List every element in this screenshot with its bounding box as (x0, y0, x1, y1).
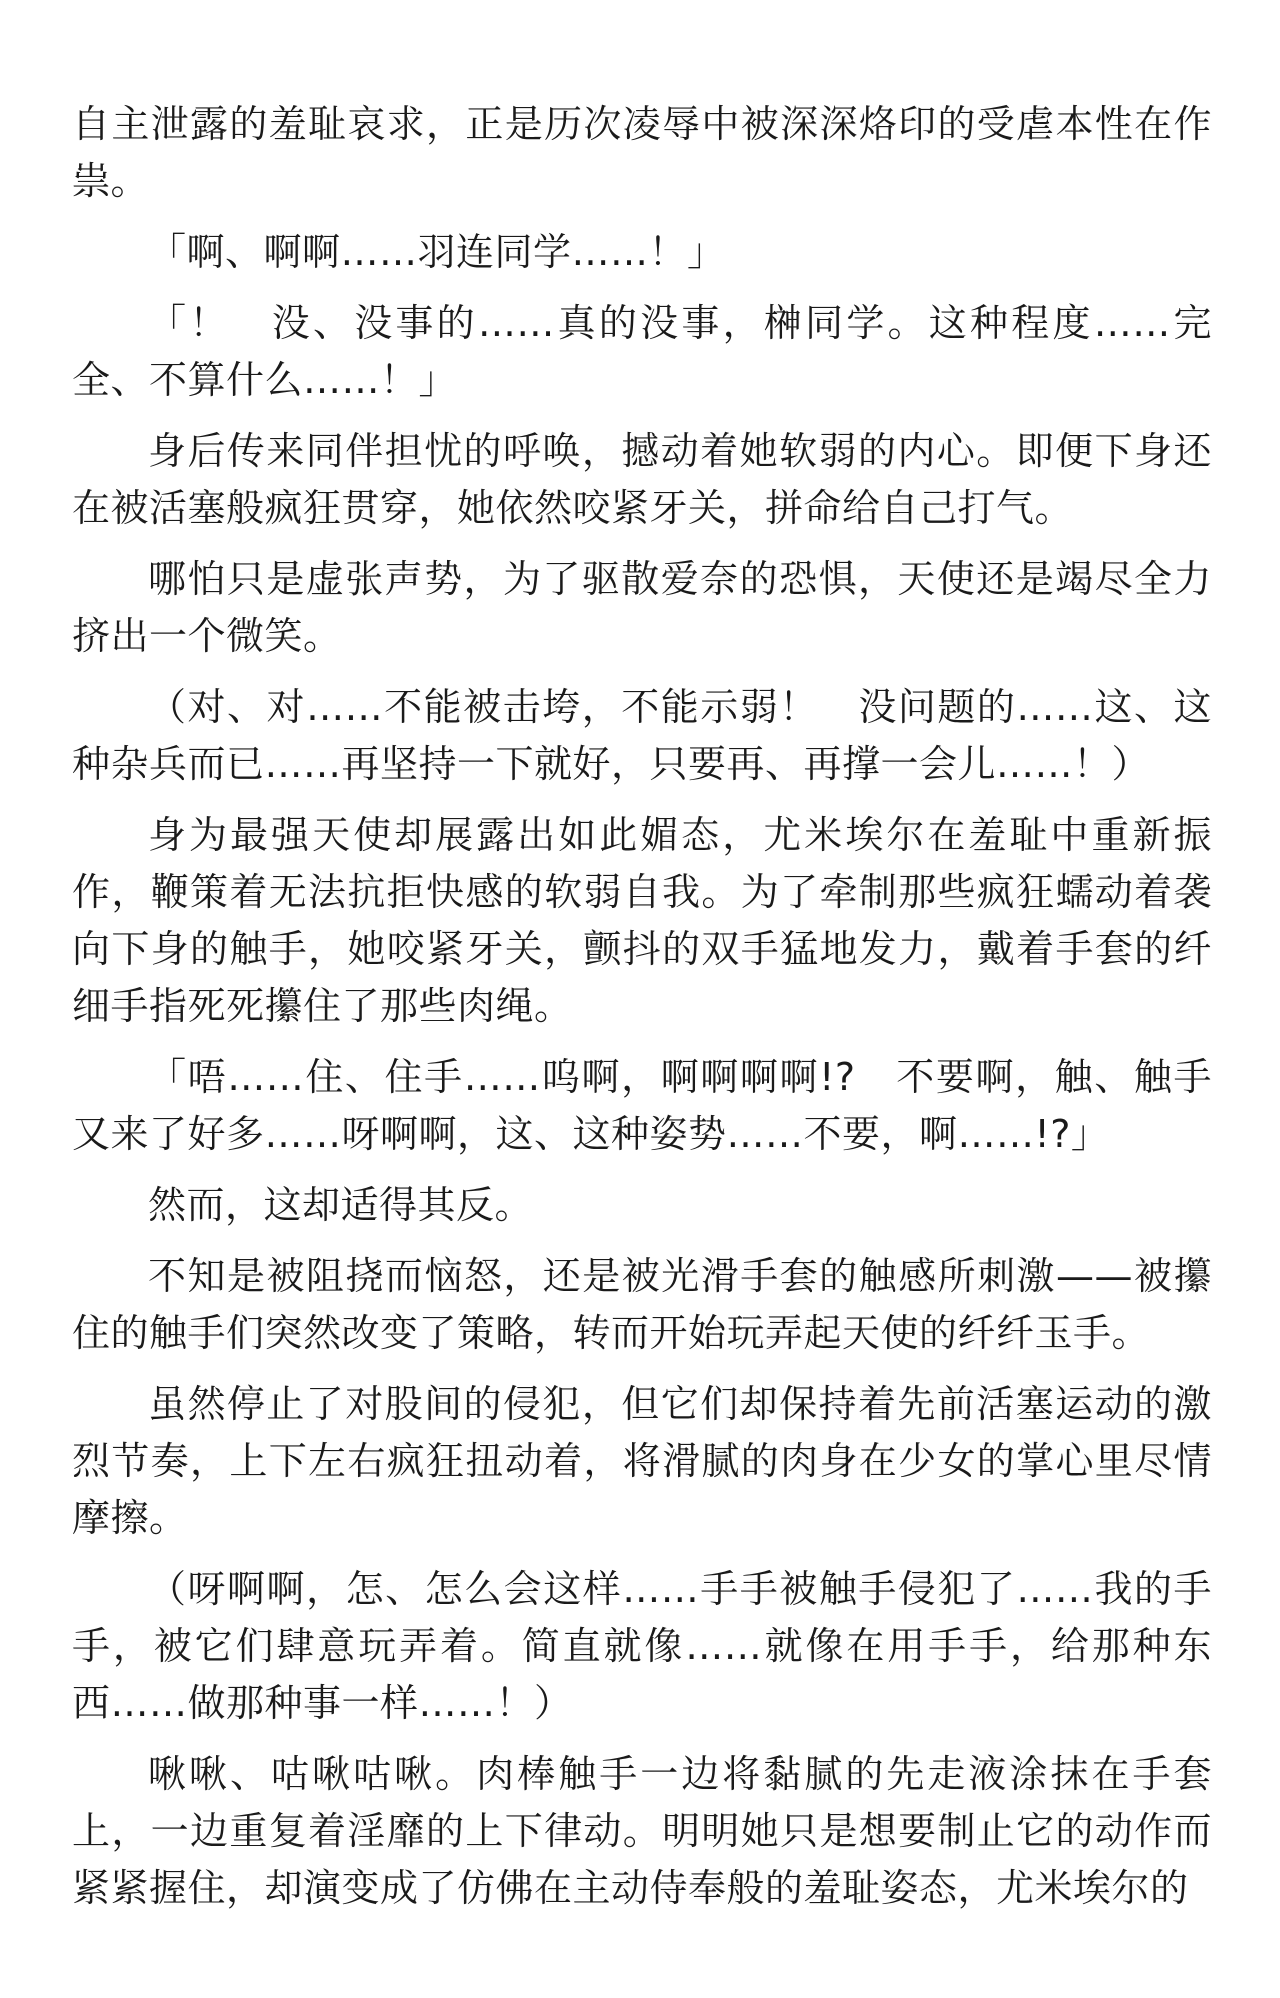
paragraph-9: 然而，这却适得其反。 (148, 1183, 534, 1227)
paragraph-1: 自主泄露的羞耻哀求，正是历次凌辱中被深深烙印的受虐本性在作祟。 (72, 102, 1212, 203)
paragraph-2: 「啊、啊啊……羽连同学……！」 (148, 230, 726, 274)
paragraph-6: （对、对……不能被击垮，不能示弱！ 没问题的……这、这种杂兵而已……再坚持一下就好，只要再、再撑一会儿……！） (72, 685, 1212, 786)
paragraph-11: 虽然停止了对股间的侵犯，但它们却保持着先前活塞运动的激烈节奏，上下左右疯狂扭动着，将滑腻的肉身在少女的掌心里尽情摩擦。 (72, 1382, 1212, 1540)
paragraph-5: 哪怕只是虚张声势，为了驱散爱奈的恐惧，天使还是竭尽全力挤出一个微笑。 (72, 557, 1212, 658)
paragraph-13: 啾啾、咕啾咕啾。肉棒触手一边将黏腻的先走液涂抹在手套上，一边重复着淫靡的上下律动。明明她只是想要制止它的动作而紧紧握住，却演变成了仿佛在主动侍奉般的羞耻姿态，尤米埃尔的 (72, 1752, 1212, 1910)
document-page (72, 96, 1212, 1931)
paragraph-12: （呀啊啊，怎、怎么会这样……手手被触手侵犯了……我的手手，被它们肆意玩弄着。简直就像……就像在用手手，给那种东西……做那种事一样……！） (72, 1567, 1212, 1725)
paragraph-8: 「唔……住、住手……呜啊，啊啊啊啊!? 不要啊，触、触手又来了好多……呀啊啊，这、这种姿势……不要，啊……!?」 (72, 1055, 1212, 1156)
paragraph-10: 不知是被阻挠而恼怒，还是被光滑手套的触感所刺激——被攥住的触手们突然改变了策略，转而开始玩弄起天使的纤纤玉手。 (72, 1254, 1212, 1355)
paragraph-4: 身后传来同伴担忧的呼唤，撼动着她软弱的内心。即便下身还在被活塞般疯狂贯穿，她依然咬紧牙关，拼命给自己打气。 (72, 429, 1212, 530)
paragraph-7: 身为最强天使却展露出如此媚态，尤米埃尔在羞耻中重新振作，鞭策着无法抗拒快感的软弱自我。为了牵制那些疯狂蠕动着袭向下身的触手，她咬紧牙关，颤抖的双手猛地发力，戴着手套的纤细手指死死攥住了那些肉绳。 (72, 813, 1212, 1028)
paragraph-3: 「！ 没、没事的……真的没事，榊同学。这种程度……完全、不算什么……！」 (72, 301, 1212, 402)
